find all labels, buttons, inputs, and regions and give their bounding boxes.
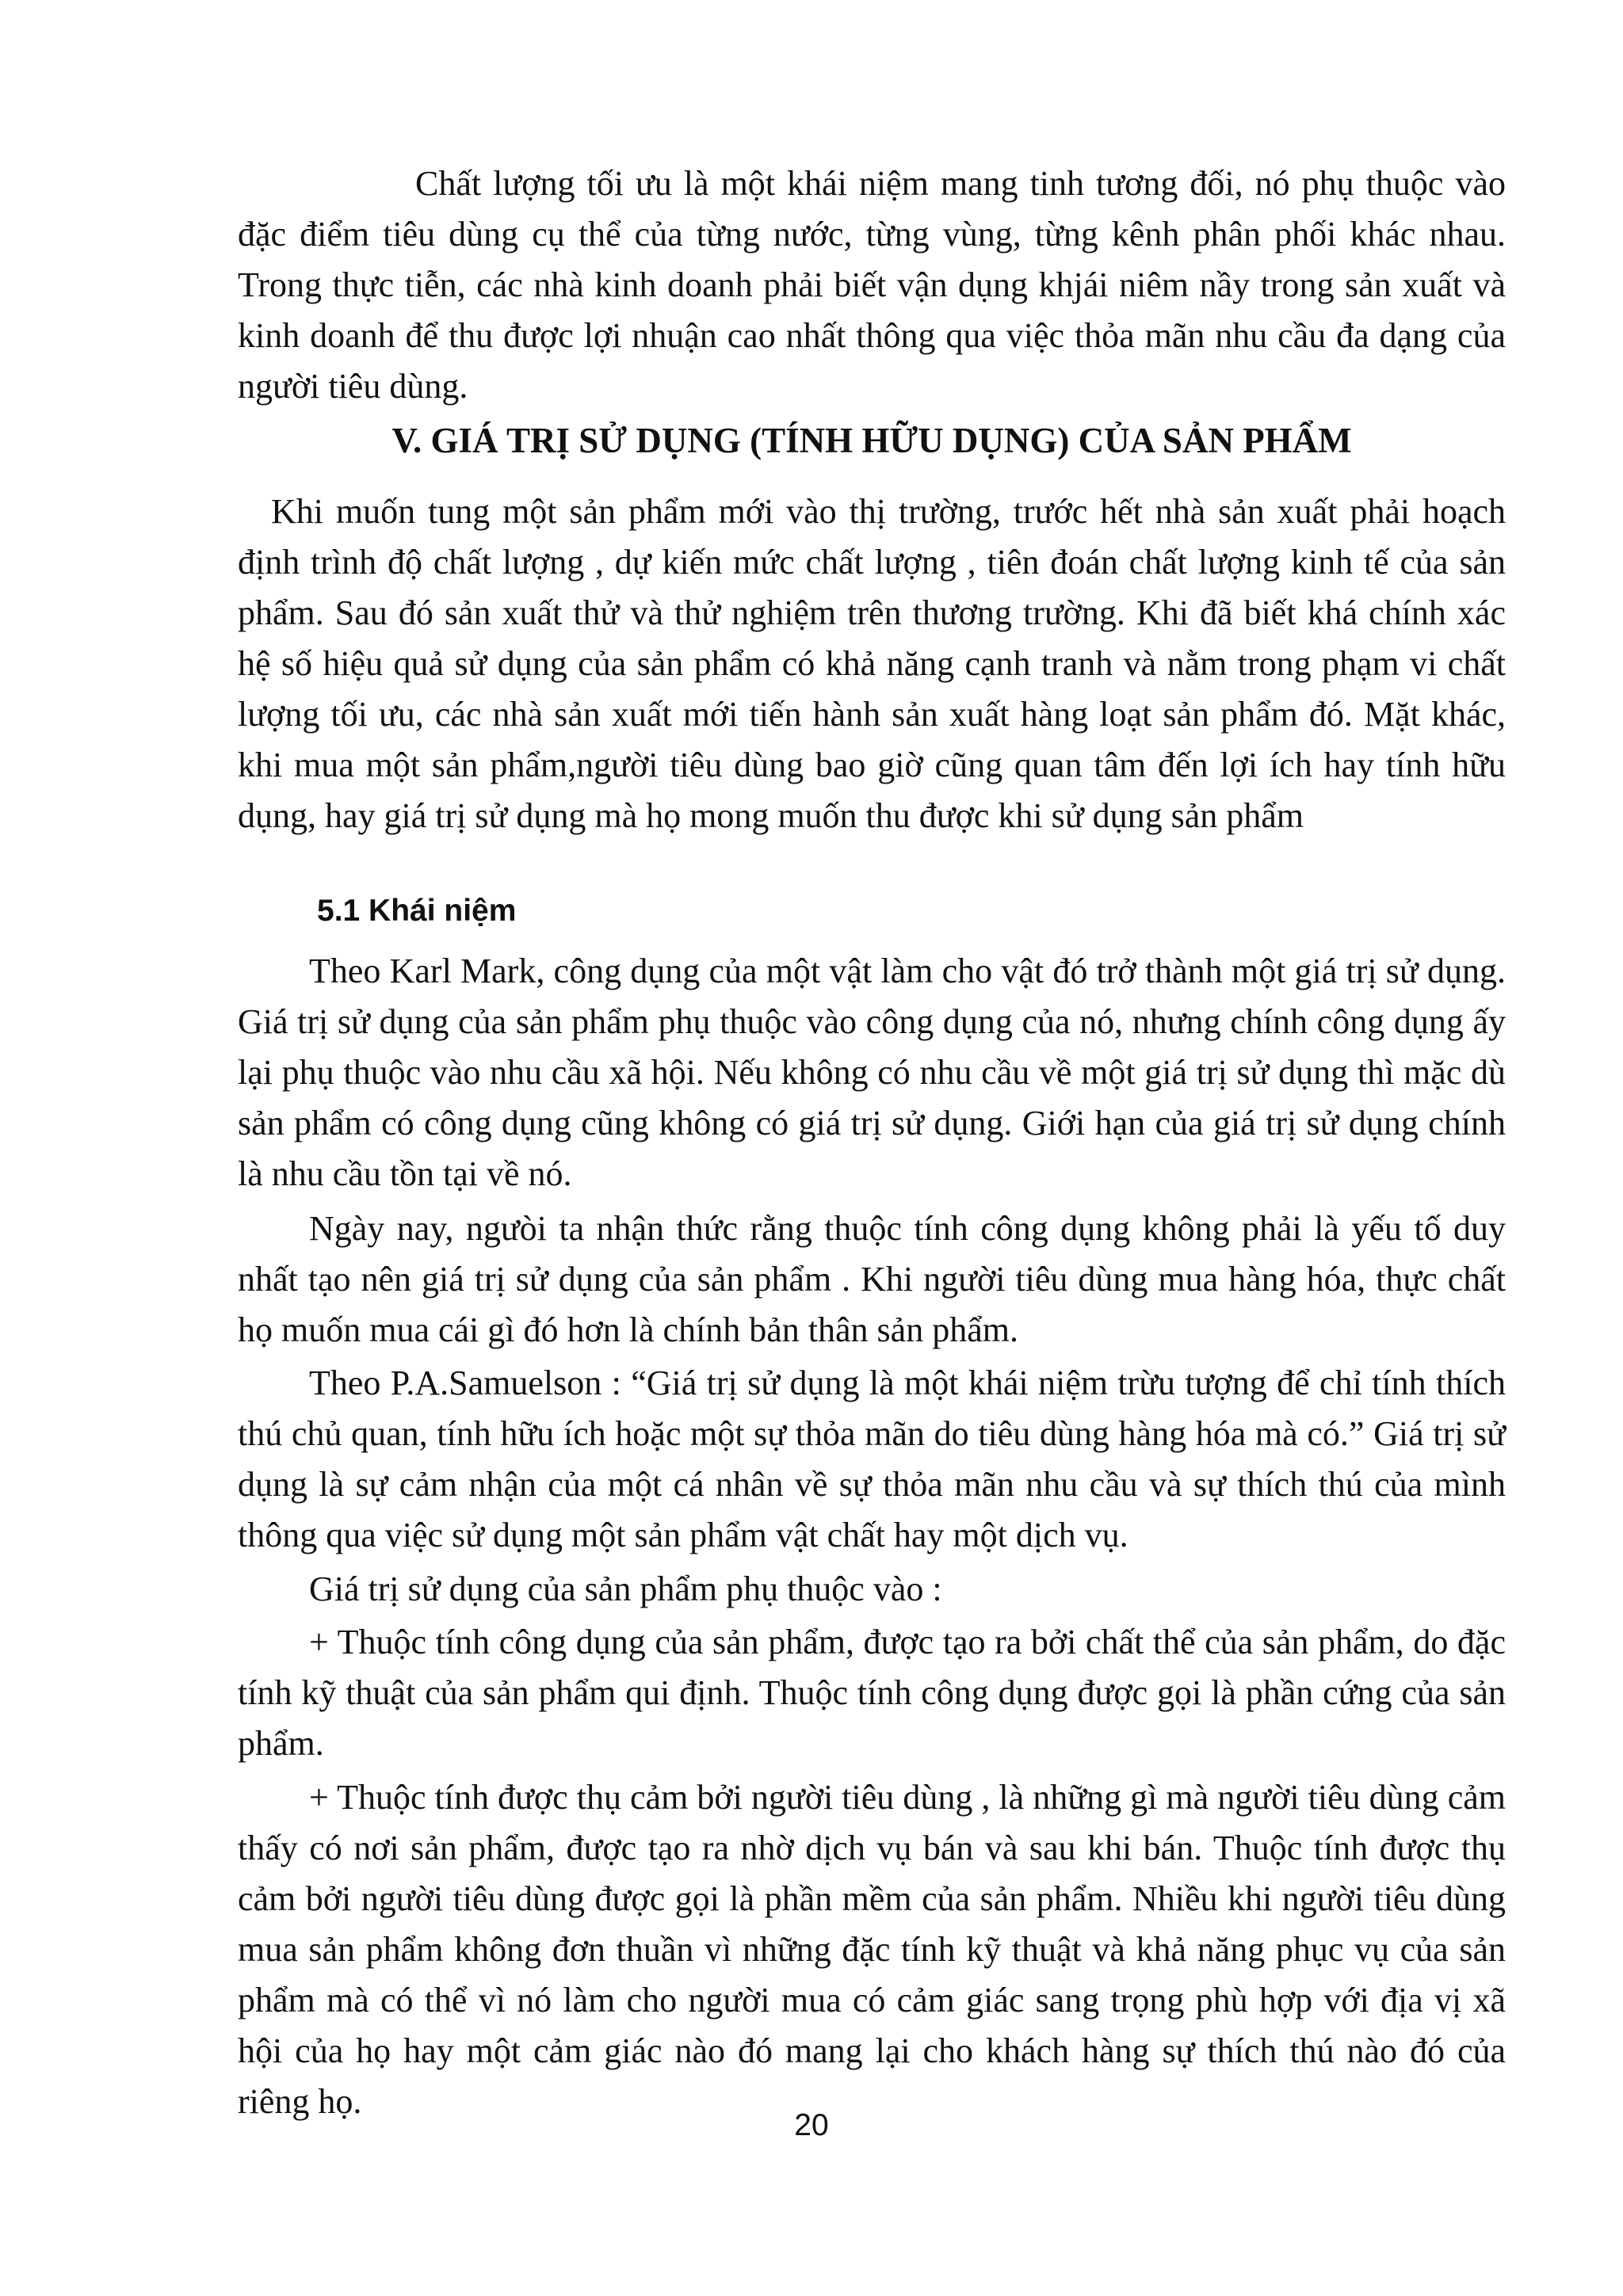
paragraph-depends-on: Giá trị sử dụng của sản phẩm phụ thuộc vào : <box>309 1569 942 1608</box>
section-heading: V. GIÁ TRỊ SỬ DỤNG (TÍNH HỮU DỤNG) CỦA SẢN PHẨM <box>391 421 1352 460</box>
paragraph-new-product: Khi muốn tung một sản phẩm mới vào thị trường, trước hết nhà sản xuất phải hoạch định trình độ chất lượng , dự kiến mức chất lượng , tiên đoán chất lượng kinh tế của sản phẩm. Sau đó sản xuất thử và thử nghiệm trên thương trường. Khi đã biết khá chính xác hệ số hiệu quả sử dụng của sản phẩm có khả năng cạnh tranh và nằm trong phạm vi chất lượng tối ưu, các nhà sản xuất mới tiến hành sản xuất hàng loạt sản phẩm đó. Mặt khác, khi mua một sản phẩm,người tiêu dùng bao giờ cũng quan tâm đến lợi ích hay tính hữu dụng, hay giá trị sử dụng mà họ mong muốn thu được khi sử dụng sản phẩm <box>238 492 1506 835</box>
paragraph-nowadays: Ngày nay, ngưòi ta nhận thức rằng thuộc tính công dụng không phải là yếu tố duy nhất tạo nên giá trị sử dụng của sản phẩm . Khi người tiêu dùng mua hàng hóa, thực chất họ muốn mua cái gì đó hơn là chính bản thân sản phẩm. <box>238 1209 1506 1349</box>
page-number: 20 <box>794 2108 829 2142</box>
subsection-heading: 5.1 Khái niệm <box>317 894 517 928</box>
paragraph-optimal-quality: Chất lượng tối ưu là một khái niệm mang tinh tương đối, nó phụ thuộc vào đặc điểm tiêu dùng cụ thể của từng nước, từng vùng, từng kênh phân phối khác nhau. Trong thực tiễn, các nhà kinh doanh phải biết vận dụng khjái niêm nầy trong sản xuất và kinh doanh để thu được lợi nhuận cao nhất thông qua việc thỏa mãn nhu cầu đa dạng của người tiêu dùng. <box>238 164 1506 406</box>
paragraph-samuelson: Theo P.A.Samuelson : “Giá trị sử dụng là một khái niệm trừu tượng để chỉ tính thích thú chủ quan, tính hữu ích hoặc một sự thỏa mãn do tiêu dùng hàng hóa mà có.” Giá trị sử dụng là sự cảm nhận của một cá nhân về sự thỏa mãn nhu cầu và sự thích thú của mình thông qua việc sử dụng một sản phẩm vật chất hay một dịch vụ. <box>238 1363 1506 1554</box>
paragraph-perceived-attribute: + Thuộc tính được thụ cảm bởi người tiêu dùng , là những gì mà người tiêu dùng cảm thấy có nơi sản phẩm, được tạo ra nhờ dịch vụ bán và sau khi bán. Thuộc tính được thụ cảm bởi người tiêu dùng được gọi là phần mềm của sản phẩm. Nhiều khi người tiêu dùng mua sản phẩm không đơn thuần vì những đặc tính kỹ thuật và khả năng phục vụ của sản phẩm mà có thể vì nó làm cho người mua có cảm giác sang trọng phù hợp với địa vị xã hội của họ hay một cảm giác nào đó mang lại cho khách hàng sự thích thú nào đó của riêng họ. <box>238 1778 1506 2121</box>
paragraph-functional-attribute: + Thuộc tính công dụng của sản phẩm, được tạo ra bởi chất thể của sản phẩm, do đặc tính kỹ thuật của sản phẩm qui định. Thuộc tính công dụng được gọi là phần cứng của sản phẩm. <box>238 1623 1506 1763</box>
paragraph-karl-mark: Theo Karl Mark, công dụng của một vật làm cho vật đó trở thành một giá trị sử dụng. Giá trị sử dụng của sản phẩm phụ thuộc vào công dụng của nó, nhưng chính công dụng ấy lại phụ thuộc vào nhu cầu xã hội. Nếu không có nhu cầu về một giá trị sử dụng thì mặc dù sản phẩm có công dụng cũng không có giá trị sử dụng. Giới hạn của giá trị sử dụng chính là nhu cầu tồn tại về nó. <box>238 952 1506 1193</box>
